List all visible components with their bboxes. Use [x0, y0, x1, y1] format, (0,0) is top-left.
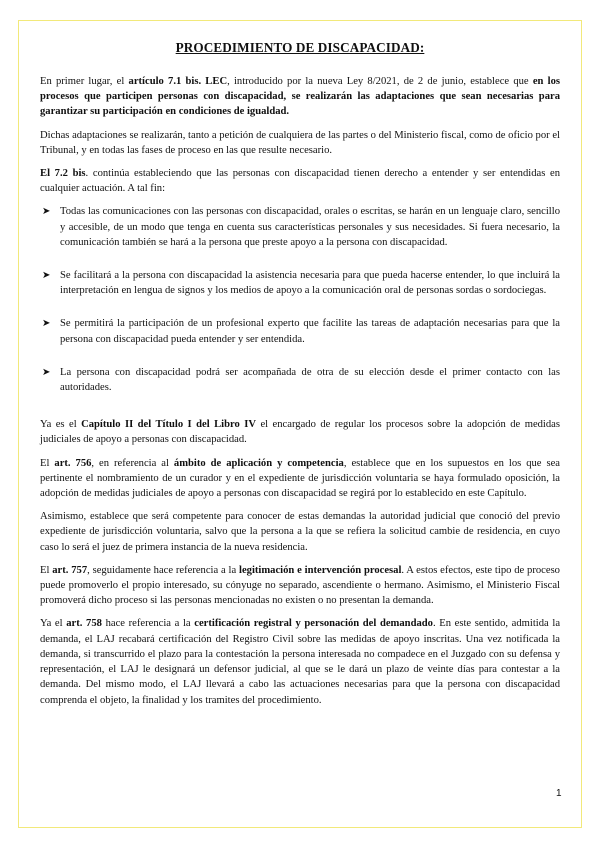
text: , seguidamente hace referencia a la	[87, 564, 239, 576]
document-page	[40, 40, 560, 716]
page-title: PROCEDIMIENTO DE DISCAPACIDAD:	[175, 40, 425, 55]
list-item	[40, 316, 560, 346]
text: hace referencia a la	[101, 618, 195, 630]
list-item-text: Se facilitará a la persona con discapacidad la asistencia necesaria para que pueda hacerse entender, lo que incluirá la interpretación en lengua de signos y los medios de apoyo a la comunicación oral de personas sordas o sordociegas.	[60, 270, 560, 297]
list-item	[40, 204, 560, 250]
bold-text: legitimación e intervención procesal	[239, 564, 402, 576]
text: , establece que en los supuestos en los que sea pertinente el nombramiento de un curador y en el expediente de jurisdicción voluntaria se haya formulado oposición, la adopción de medidas judiciales de apoyo a personas con discapacidad se regirá por lo establecido en este Capítulo.	[40, 457, 560, 500]
text: Ya el	[40, 618, 67, 630]
bold-text: art. 756	[54, 457, 92, 469]
paragraph-article-7-2	[40, 166, 560, 196]
paragraph-article-758	[40, 616, 560, 707]
arrowhead-right-icon: ➤	[42, 366, 51, 378]
text: El	[40, 564, 53, 576]
text: En primer lugar, el	[40, 76, 129, 87]
text: el encargado de regular los procesos sobre la adopción de medidas judiciales de apoyo a personas con discapacidad.	[40, 419, 561, 446]
arrowhead-right-icon: ➤	[42, 270, 51, 282]
bold-text: ámbito de aplicación y competencia	[173, 457, 344, 469]
list-item-text: Todas las comunicaciones con las personas con discapacidad, orales o escritas, se harán en un lenguaje claro, sencillo y accesible, de un modo que tenga en cuenta sus características personales y sus necesidades. Si fuera necesario, la comunicación también se hará a la persona que preste apoyo a la persona con discapacidad.	[60, 206, 560, 248]
text: . En este sentido, admitida la demanda, el LAJ recabará certificación del Registro Civil sobre las medidas de apoyo inscritas. Una vez notificada la demanda, si transcurrido el plazo para la contestación la persona interesada no compadece en el Juzgado con su defensa y representación, el LAJ le designará un defensor judicial, al que se le dará un plazo de veinte días para contestar a la demanda. Del mismo modo, el LAJ llevará a cabo las actuaciones necesarias para que la persona con discapacidad comprenda el objeto, la finalidad y los tramites del procedimiento.	[40, 618, 561, 706]
paragraph-article-756	[40, 456, 560, 502]
paragraph-article-757	[40, 563, 560, 609]
bold-text: El 7.2 bis	[40, 168, 86, 180]
text: El	[40, 457, 55, 469]
text: . A estos efectos, este tipo de proceso puede promoverlo el propio interesado, su cónyuge no separado, ascendiente o hermano. Asimismo, el Ministerio Fiscal promoverá dicho proceso si las personas mencionadas no existen o no presentan la demanda.	[40, 564, 560, 607]
bold-text: art. 757	[52, 564, 88, 576]
list-item-text: La persona con discapacidad podrá ser acompañada de otra de su elección desde el primer contacto con las autoridades.	[60, 366, 560, 394]
bold-text: art. 758	[66, 618, 102, 630]
list-item	[40, 365, 560, 395]
paragraph-competence: Asimismo, establece que será competente para conocer de estas demandas la autoridad judicial que conoció del previo expediente de jurisdicción voluntaria, salvo que la persona a la que se refiera la solicitud cambie de residencia, en cuyo caso lo será el juez de primera instancia de la nueva residencia.	[40, 511, 560, 553]
text: , en referencia al	[91, 457, 174, 469]
paragraph-article-7-1	[40, 74, 560, 120]
list-item-text: Se permitirá la participación de un profesional experto que facilite las tareas de adaptación necesarias para que la persona con discapacidad pueda entender y ser entendida.	[60, 318, 560, 345]
bullet-list	[40, 204, 560, 395]
arrowhead-right-icon: ➤	[42, 318, 51, 330]
page-number: 1	[556, 788, 562, 799]
bold-text: Capítulo II del Título I del Libro IV	[81, 419, 257, 431]
bold-text: en los procesos que participen personas con discapacidad, se realizarán las adaptaciones que sean necesarias para garantizar su participación en condiciones de igualdad.	[40, 76, 561, 118]
text: . continúa estableciendo que las personas con discapacidad tienen derecho a entender y ser entendidas en cualquier actuación. A tal fin:	[40, 168, 560, 195]
list-item	[40, 268, 560, 298]
paragraph-capitulo-ii	[40, 417, 560, 447]
text: Ya es el	[40, 419, 82, 431]
arrowhead-right-icon: ➤	[42, 206, 51, 218]
bold-text: artículo 7.1 bis. LEC	[128, 76, 228, 87]
bold-text: certificación registral y personación del demandado	[194, 618, 433, 630]
paragraph-adaptations: Dichas adaptaciones se realizarán, tanto a petición de cualquiera de las partes o del Ministerio fiscal, como de oficio por el Tribunal, y en todas las fases de proceso en las que resulte necesario.	[40, 129, 560, 156]
text: , introducido por la nueva Ley 8/2021, de 2 de junio, establece que	[227, 76, 533, 87]
